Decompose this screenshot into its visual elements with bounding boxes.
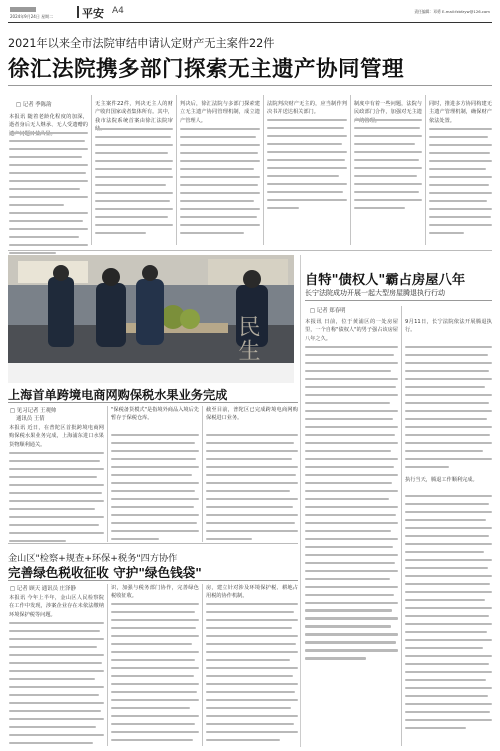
lead-col3-lines: [180, 128, 260, 240]
story2-rule: [305, 300, 492, 301]
story4-col2-text: 识，加强与税务部门协作，完善绿色税收征收。: [111, 585, 199, 600]
lead-rule: [8, 85, 492, 86]
story3-col1-text: 本报讯 近日，在普陀区首批跨境电商网购保税水果业务完成，上海浦东进口水果货物顺利通关。: [9, 425, 104, 448]
story2-col1-text: 本报讯 日前，位于黄浦区的一处房屋里，一个自称"债权人"的男子强占该房屋八年之久。: [305, 319, 398, 342]
lead-kicker: 2021年以来全市法院审结申请认定财产无主案件22件: [8, 37, 275, 50]
market-photo-caption-bar: [8, 363, 294, 383]
story3-byline1: □ 见习记者 王观帅: [10, 408, 57, 414]
lead-colrule-1: [91, 95, 92, 245]
story4-headline-line2: 完善绿色税收征收 守护"绿色钱袋": [8, 565, 202, 580]
header-rule: [8, 22, 492, 23]
story4-col3-text: 房，建立针对涉及环境保护税、耕地占用税的协作机制。: [206, 585, 298, 600]
editor-line: 责任编辑：邓勇 E-mail:fzbfzyw@126.com: [414, 9, 490, 14]
lead-col6-text: 同时，推进多方协同构建无主遗产管理机制，确保财产依法处置。: [429, 101, 492, 124]
story3-col2-lines: [111, 434, 199, 546]
lead-col3-text: 判决后，徐汇法院与多部门探索建立无主遗产协同管理机制，成立遗产管理人。: [180, 101, 260, 124]
story3-colrule-1: [107, 406, 108, 542]
lead-byline: □ 记者 季陈韵: [16, 102, 52, 108]
lead-col4-text: 法院判决财产无主的，应当制作判决书并送达相关部门。: [267, 101, 347, 116]
story3-headline: 上海首单跨境电商网购保税水果业务完成: [8, 388, 228, 402]
main-column-divider: [300, 255, 301, 747]
story4-col1-lines: [9, 622, 104, 750]
lead-col4-lines: [267, 119, 347, 215]
lead-colrule-2: [176, 95, 177, 245]
story3-col3-text: 截至目前，普陀区已完成跨境电商网购保税进口业务。: [206, 407, 298, 422]
watermark-minsheng: 民生: [235, 315, 260, 363]
lead-col2-lines: [95, 128, 173, 240]
page-number: A4: [112, 6, 124, 16]
story4-colrule-1: [107, 584, 108, 746]
lead-col1-lines: [9, 132, 88, 260]
story2-colrule: [401, 306, 402, 746]
story2-col2-text: 9月11日，长宁法院依法开展腾退执行。: [405, 319, 492, 334]
story2-byline: □ 记者 郑春明: [310, 308, 346, 314]
story2-col2-lines-a: [405, 346, 492, 474]
story3-rule: [8, 402, 298, 403]
story4-col3-lines: [206, 603, 298, 747]
story2-headline: 自特"债权人"霸占房屋八年: [305, 273, 466, 288]
story3-col2-text: "保税备货模式"是指境外商品入境后先暂存于保税仓库。: [111, 407, 199, 422]
header-date: 2024年9月24日 星期二: [10, 14, 54, 19]
lead-col1-text: 本报讯 随着老龄化程度的加深，逝者身后无人继承、无人受遗赠的: [9, 114, 88, 129]
header-separator: [77, 6, 79, 18]
lead-bottom-rule: [8, 250, 492, 251]
lead-col5-lines: [354, 119, 422, 215]
story3-col3-lines: [206, 434, 298, 546]
story3-col1-lines: [9, 452, 104, 548]
story4-colrule-2: [202, 584, 203, 746]
lead-col6-lines: [429, 128, 492, 240]
story4-top-rule: [8, 543, 298, 544]
story4-col1-text: 本报讯 今年上半年，金山区人民检察院在工作中发现，涉案企业存在未依法缴纳环境保护税等问题。: [9, 595, 104, 618]
story4-byline: □ 记者 顾天 通讯员 庄泽静: [10, 586, 76, 592]
story2-col3-text: 执行当天，腾退工作顺利完成。: [405, 477, 478, 483]
story2-col1-lines: [305, 346, 398, 665]
story2-subhead: 长宁法院成功开展一起大型房屋腾退执行行动: [305, 289, 445, 297]
lead-col5-text: 制度中有着一些问题，法院与民政部门合作，加强对无主遗: [354, 101, 422, 116]
lead-headline: 徐汇法院携多部门探索无主遗产协同管理: [8, 57, 405, 82]
page-header: [10, 6, 490, 20]
lead-col2-text: 无主案件22件，判决无主人的财产收归国家或者集体所有。其中，我市法院系统首案由徐汇法院审: [95, 101, 173, 124]
story4-rule: [8, 580, 298, 581]
story4-col2-lines: [111, 603, 199, 747]
section-name: 平安: [82, 7, 104, 20]
header-logo: [10, 7, 36, 12]
story2-col2-lines-b: [405, 495, 492, 735]
story4-headline-line1: 金山区"检察+规查+环保+税务"四方协作: [8, 553, 178, 564]
story3-byline2: 通讯员 王倩: [16, 416, 45, 422]
story3-colrule-2: [202, 406, 203, 542]
lead-colrule-5: [425, 95, 426, 245]
lead-colrule-4: [350, 95, 351, 245]
lead-colrule-3: [263, 95, 264, 245]
